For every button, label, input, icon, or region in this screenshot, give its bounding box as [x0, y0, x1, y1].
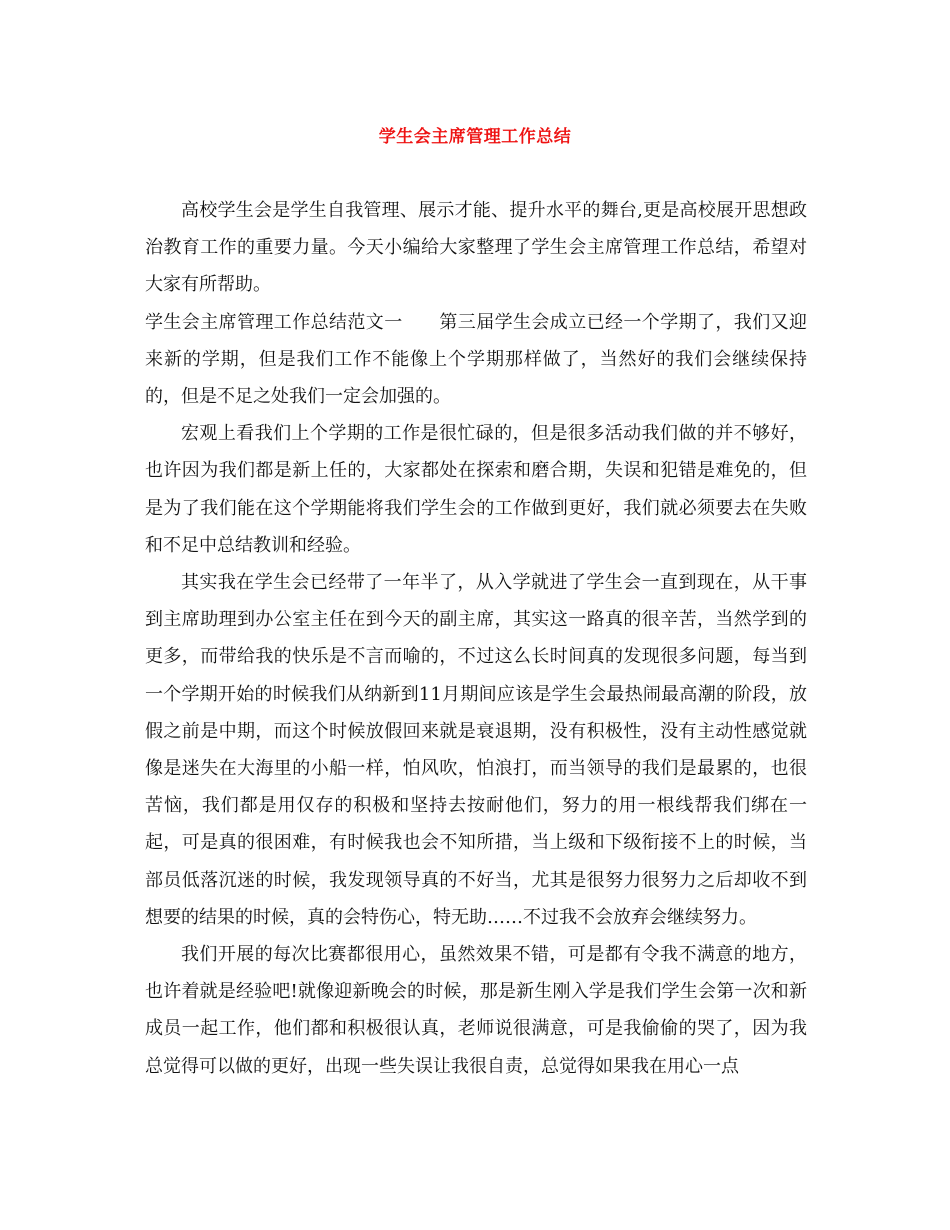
paragraph: 宏观上看我们上个学期的工作是很忙碌的，但是很多活动我们做的并不够好，也许因为我们都是新上任的，大家都处在探索和磨合期，失误和犯错是难免的，但是为了我们能在这个学期能将我们学生会的工作做到更好，我们就必须要去在失败和不足中总结教训和经验。	[145, 423, 807, 556]
paragraph: 我们开展的每次比赛都很用心，虽然效果不错，可是都有令我不满意的地方，也许着就是经验吧!就像迎新晚会的时候，那是新生刚入学是我们学生会第一次和新成员一起工作，他们都和积极很认真，老师说很满意，可是我偷偷的哭了，因为我总觉得可以做的更好，出现一些失误让我很自责，总觉得如果我在用心一点	[145, 944, 807, 1077]
paragraph: 其实我在学生会已经带了一年半了，从入学就进了学生会一直到现在，从干事到主席助理到办公室主任在到今天的副主席，其实这一路真的很辛苦，当然学到的更多，而带给我的快乐是不言而喻的，不过这么长时间真的发现很多问题，每当到一个学期开始的时候我们从纳新到11月期间应该是学生会最热闹最高潮的阶段，放假之前是中期，而这个时候放假回来就是衰退期，没有积极性，没有主动性感觉就像是迷失在大海里的小船一样，怕风吹，怕浪打，而当领导的我们是最累的，也很苦恼，我们都是用仅存的积极和坚持去按耐他们，努力的用一根线帮我们绑在一起，可是真的很困难，有时候我也会不知所措，当上级和下级衔接不上的时候，当部员低落沉迷的时候，我发现领导真的不好当，尤其是很努力很努力之后却收不到想要的结果的时候，真的会特伤心，特无助……不过我不会放弃会继续努力。	[145, 572, 807, 928]
paragraph: 学生会主席管理工作总结范文一 第三届学生会成立已经一个学期了，我们又迎来新的学期，但是我们工作不能像上个学期那样做了，当然好的我们会继续保持的，但是不足之处我们一定会加强的。	[145, 311, 807, 408]
document-title: 学生会主席管理工作总结	[378, 127, 572, 147]
paragraph: 高校学生会是学生自我管理、展示才能、提升水平的舞台,更是高校展开思想政治教育工作的重要力量。今天小编给大家整理了学生会主席管理工作总结，希望对大家有所帮助。	[145, 200, 807, 296]
document-body	[145, 192, 807, 1085]
